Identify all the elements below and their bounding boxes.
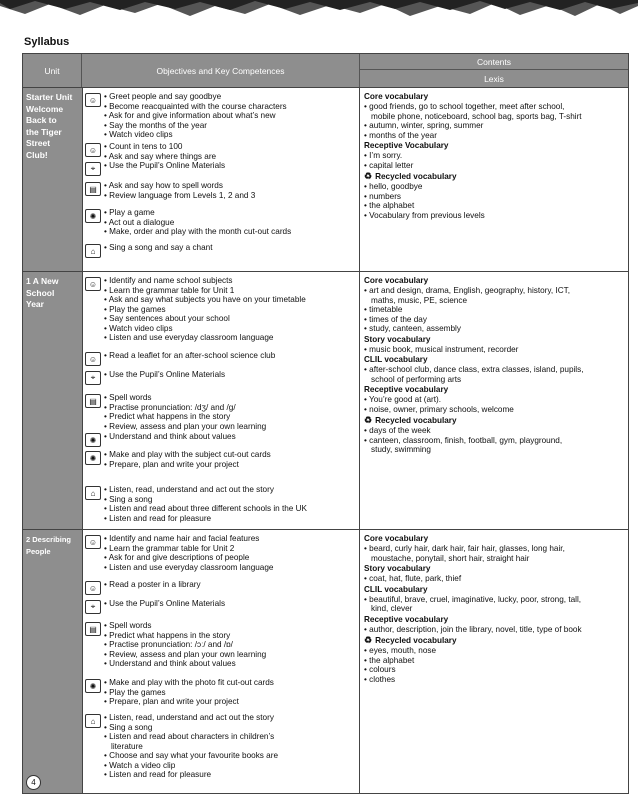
objective-item: • Ask and say what subjects you have on your timetable xyxy=(104,295,306,305)
vocabulary-item: • times of the day xyxy=(364,315,628,325)
objective-item: • Review, assess and plan your own learning xyxy=(104,422,266,432)
unit-name xyxy=(23,530,82,793)
vocabulary-item: • author, description, join the library, novel, title, type of book xyxy=(364,625,628,635)
objective-item: • Read a leaflet for an after-school science club xyxy=(104,351,275,361)
objective-item: • Practise pronunciation: /ɔː/ and /ɒ/ xyxy=(104,640,266,650)
header-contents: Contents xyxy=(360,54,628,70)
objective-item: • Make and play with the photo fit cut-out cards xyxy=(104,678,274,688)
objective-item: • Act out a dialogue xyxy=(104,218,291,228)
objective-item: • Listen, read, understand and act out the story xyxy=(104,485,307,495)
vocabulary-item: • capital letter xyxy=(364,161,628,171)
unit-name-line: Club! xyxy=(26,149,48,160)
building-icon: ⌂ xyxy=(85,244,101,258)
unit-name xyxy=(23,88,82,271)
objective-item: • Listen and use everyday classroom language xyxy=(104,333,306,343)
objective-item: • Say sentences about your school xyxy=(104,314,306,324)
vocabulary-item: • Vocabulary from previous levels xyxy=(364,211,628,221)
objective-item: • Sing a song and say a chant xyxy=(104,243,212,253)
speech-bubble-icon: ☺ xyxy=(85,535,101,549)
vocabulary-heading xyxy=(364,564,628,574)
book-icon: ▤ xyxy=(85,622,101,636)
speech-bubble-icon: ☺ xyxy=(85,581,101,595)
objective-item: • Ask for and give information about what’s new xyxy=(104,111,287,121)
speech-bubble-icon: ☺ xyxy=(85,352,101,366)
recycle-icon: ♻ xyxy=(364,171,373,181)
vocabulary-heading xyxy=(364,385,628,395)
sun-icon: ✺ xyxy=(85,679,101,693)
book-icon: ▤ xyxy=(85,182,101,196)
vocabulary-heading-text: Recycled vocabulary xyxy=(375,636,457,645)
vocabulary-heading-text: Core vocabulary xyxy=(364,92,429,101)
objective-item: • Make, order and play with the month cut-out cards xyxy=(104,227,291,237)
objectives-cell xyxy=(82,530,360,793)
objectives-cell xyxy=(82,88,360,271)
vocabulary-item: • coat, hat, flute, park, thief xyxy=(364,574,628,584)
vocabulary-heading xyxy=(364,276,628,286)
vocabulary-heading xyxy=(364,355,628,365)
vocabulary-item: • the alphabet xyxy=(364,201,628,211)
objective-item: • Play the games xyxy=(104,688,274,698)
decorative-banner xyxy=(0,0,638,20)
vocabulary-heading xyxy=(364,635,628,646)
recycle-icon: ♻ xyxy=(364,635,373,645)
vocabulary-item: study, swimming xyxy=(371,445,431,454)
vocabulary-item: • autumn, winter, spring, summer xyxy=(364,121,628,131)
objective-item: • Learn the grammar table for Unit 1 xyxy=(104,286,306,296)
speech-bubble-icon: ☺ xyxy=(85,143,101,157)
vocabulary-heading xyxy=(364,415,628,426)
objective-item: • Greet people and say goodbye xyxy=(104,92,287,102)
vocabulary-item: • good friends, go to school together, meet after school, xyxy=(364,102,628,112)
unit-row xyxy=(23,87,628,271)
vocabulary-heading-text: CLIL vocabulary xyxy=(364,355,428,364)
vocabulary-heading xyxy=(364,171,628,182)
objective-item: • Ask for and give descriptions of people xyxy=(104,553,273,563)
unit-name-line: Welcome xyxy=(26,103,64,114)
objectives-cell xyxy=(82,272,360,529)
objective-item: • Ask and say where things are xyxy=(104,152,216,162)
vocabulary-item: • music book, musical instrument, recorder xyxy=(364,345,628,355)
vocabulary-item: • timetable xyxy=(364,305,628,315)
lexis-cell xyxy=(360,272,628,529)
vocabulary-heading-text: Story vocabulary xyxy=(364,564,431,573)
building-icon: ⌂ xyxy=(85,486,101,500)
unit-name xyxy=(23,272,82,529)
mouse-icon: ⌖ xyxy=(85,371,101,385)
vocabulary-item: • colours xyxy=(364,665,628,675)
syllabus-table xyxy=(22,53,629,794)
objective-item: • Use the Pupil’s Online Materials xyxy=(104,599,225,609)
unit-name-line: Back to xyxy=(26,115,57,125)
vocabulary-heading xyxy=(364,92,628,102)
vocabulary-item: • study, canteen, assembly xyxy=(364,324,628,334)
objective-item: • Understand and think about values xyxy=(104,432,236,442)
objective-item: • Become reacquainted with the course characters xyxy=(104,102,287,112)
lexis-cell xyxy=(360,88,628,271)
header-unit: Unit xyxy=(23,54,82,87)
vocabulary-item: • numbers xyxy=(364,192,628,202)
vocabulary-heading-text: Receptive vocabulary xyxy=(364,614,449,624)
mouse-icon: ⌖ xyxy=(85,600,101,614)
sun-icon: ✺ xyxy=(85,433,101,447)
mouse-icon: ⌖ xyxy=(85,162,101,176)
vocabulary-heading-text: Receptive vocabulary xyxy=(364,385,449,394)
objective-item: • Identify and name hair and facial features xyxy=(104,534,273,544)
sun-icon: ✺ xyxy=(85,209,101,223)
objective-item: • Listen, read, understand and act out the story xyxy=(104,713,278,723)
objective-item: • Listen and read for pleasure xyxy=(104,514,307,524)
unit-name-line: Street xyxy=(26,138,51,148)
objective-item: • Ask and say how to spell words xyxy=(104,181,255,191)
objective-item: • Count in tens to 100 xyxy=(104,142,216,152)
objective-item: • Use the Pupil’s Online Materials xyxy=(104,370,225,380)
unit-name-line: Year xyxy=(26,299,44,309)
objective-item: • Choose and say what your favourite books are xyxy=(104,751,278,761)
objective-item: • Make and play with the subject cut-out cards xyxy=(104,450,271,460)
objective-item: • Prepare, plan and write your project xyxy=(104,460,271,470)
objective-item: • Practise pronunciation: /dʒ/ and /g/ xyxy=(104,403,266,413)
vocabulary-item: mobile phone, noticeboard, school bag, sports bag, T-shirt xyxy=(371,111,582,121)
vocabulary-item: • months of the year xyxy=(364,131,628,141)
objective-item: • Sing a song xyxy=(104,723,278,733)
objective-item: • Prepare, plan and write your project xyxy=(104,697,274,707)
unit-name-line: Starter Unit xyxy=(26,92,73,102)
objective-item: • Listen and read about three different schools in the UK xyxy=(104,504,307,514)
objective-item: • Predict what happens in the story xyxy=(104,412,266,422)
vocabulary-item: school of performing arts xyxy=(371,374,462,384)
objective-item: • Watch video clips xyxy=(104,130,287,140)
objective-item: • Understand and think about values xyxy=(104,659,266,669)
objective-item: • Review language from Levels 1, 2 and 3 xyxy=(104,191,255,201)
page-number: 4 xyxy=(26,775,41,790)
vocabulary-heading xyxy=(364,335,628,345)
unit-row xyxy=(23,529,628,793)
vocabulary-heading xyxy=(364,615,628,625)
unit-name-line: School xyxy=(26,287,55,298)
building-icon: ⌂ xyxy=(85,714,101,728)
speech-bubble-icon: ☺ xyxy=(85,93,101,107)
header-objectives: Objectives and Key Competences xyxy=(82,54,360,87)
vocabulary-item: • beautiful, brave, cruel, imaginative, lucky, poor, strong, tall, xyxy=(364,595,628,605)
page-title: Syllabus xyxy=(24,36,70,48)
vocabulary-heading-text: Story vocabulary xyxy=(364,334,431,344)
objective-item: • Play the games xyxy=(104,305,306,315)
vocabulary-item: kind, clever xyxy=(371,604,413,613)
objective-item: • Listen and read about characters in children’s xyxy=(104,732,278,742)
vocabulary-heading xyxy=(364,585,628,595)
recycle-icon: ♻ xyxy=(364,415,373,425)
vocabulary-item: • clothes xyxy=(364,675,628,685)
objective-item: • Identify and name school subjects xyxy=(104,276,306,286)
vocabulary-item: maths, music, PE, science xyxy=(371,295,468,305)
unit-name-line: 1 A New xyxy=(26,276,59,286)
sun-icon: ✺ xyxy=(85,451,101,465)
vocabulary-item: • noise, owner, primary schools, welcome xyxy=(364,405,628,415)
objective-item: • Watch a video clip xyxy=(104,761,278,771)
unit-row xyxy=(23,271,628,529)
vocabulary-item: • hello, goodbye xyxy=(364,182,628,192)
vocabulary-item: • beard, curly hair, dark hair, fair hair, glasses, long hair, xyxy=(364,544,628,554)
vocabulary-heading xyxy=(364,534,628,544)
objective-item: • Review, assess and plan your own learning xyxy=(104,650,266,660)
vocabulary-item: moustache, ponytail, short hair, straight hair xyxy=(371,553,530,563)
vocabulary-heading-text: Core vocabulary xyxy=(364,276,429,285)
vocabulary-item: • eyes, mouth, nose xyxy=(364,646,628,656)
vocabulary-item: • I’m sorry. xyxy=(364,151,628,161)
vocabulary-heading-text: Core vocabulary xyxy=(364,534,429,543)
book-icon: ▤ xyxy=(85,394,101,408)
vocabulary-item: • art and design, drama, English, geography, history, ICT, xyxy=(364,286,628,296)
vocabulary-item: • the alphabet xyxy=(364,656,628,666)
unit-name-line: People xyxy=(26,546,51,556)
objective-item: • Sing a song xyxy=(104,495,307,505)
vocabulary-item: • You’re good at (art). xyxy=(364,395,628,405)
vocabulary-item: • days of the week xyxy=(364,426,628,436)
objective-item: • Listen and use everyday classroom language xyxy=(104,563,273,573)
objective-item: • Read a poster in a library xyxy=(104,580,201,590)
vocabulary-heading-text: Recycled vocabulary xyxy=(375,172,457,181)
vocabulary-item: • after-school club, dance class, extra classes, island, pupils, xyxy=(364,365,628,375)
objective-item: • Learn the grammar table for Unit 2 xyxy=(104,544,273,554)
lexis-cell xyxy=(360,530,628,793)
objective-item: • Watch video clips xyxy=(104,324,306,334)
objective-item: • Listen and read for pleasure xyxy=(104,770,278,780)
objective-item: • Play a game xyxy=(104,208,291,218)
objective-item: • Spell words xyxy=(104,393,266,403)
vocabulary-heading-text: Receptive Vocabulary xyxy=(364,141,449,150)
vocabulary-heading-text: Recycled vocabulary xyxy=(375,416,457,425)
vocabulary-heading xyxy=(364,141,628,151)
objective-item: • Say the months of the year xyxy=(104,121,287,131)
objective-item: • Spell words xyxy=(104,621,266,631)
vocabulary-heading-text: CLIL vocabulary xyxy=(364,584,428,594)
vocabulary-item: • canteen, classroom, finish, football, gym, playground, xyxy=(364,436,628,446)
unit-name-line: 2 Describing xyxy=(26,535,72,544)
objective-item: literature xyxy=(111,741,143,751)
speech-bubble-icon: ☺ xyxy=(85,277,101,291)
objective-item: • Predict what happens in the story xyxy=(104,631,266,641)
unit-name-line: the Tiger xyxy=(26,126,62,137)
header-lexis: Lexis xyxy=(360,70,628,87)
objective-item: • Use the Pupil’s Online Materials xyxy=(104,161,225,171)
